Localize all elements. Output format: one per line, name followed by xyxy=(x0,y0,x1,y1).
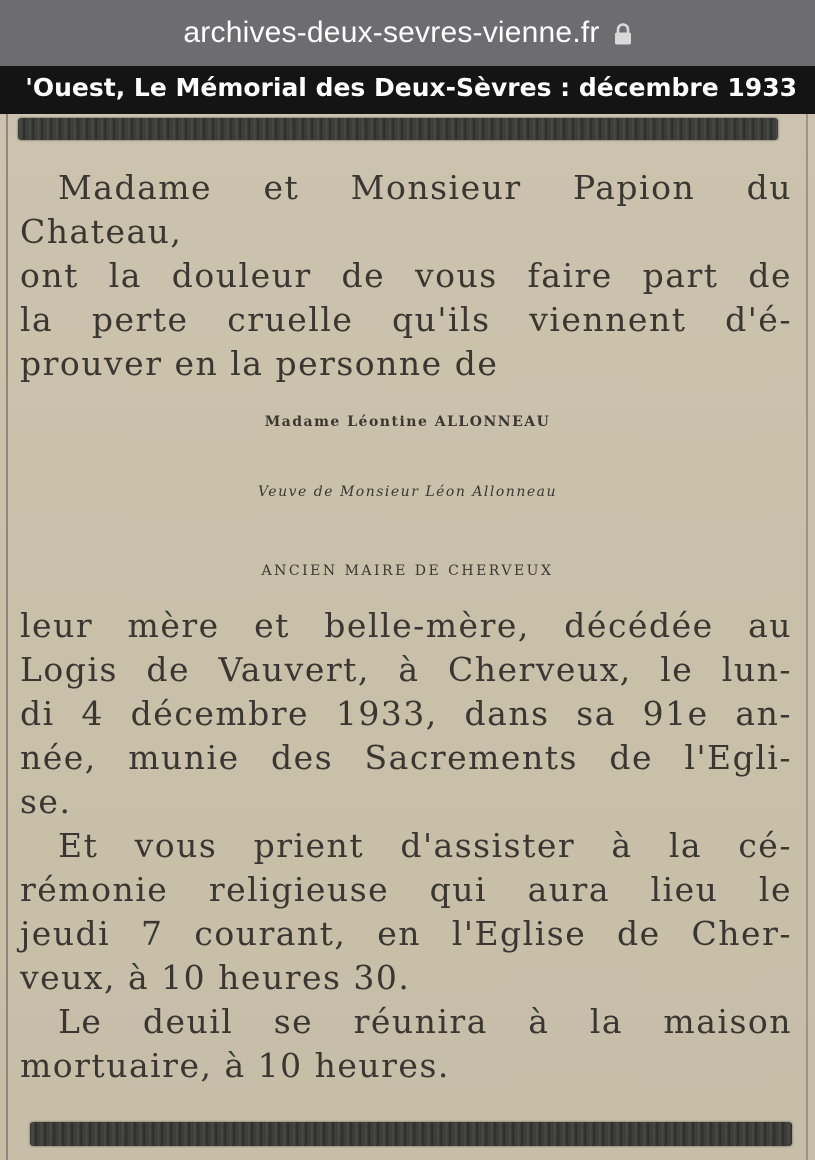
mourning-line: mortuaire, à 10 heures. xyxy=(20,1046,450,1085)
body-line: se. xyxy=(20,782,72,821)
document-title: 'Ouest, Le Mémorial des Deux-Sèvres : décembre 1933 xyxy=(25,73,797,102)
url-text[interactable]: archives-deux-sevres-vienne.fr xyxy=(183,16,600,49)
ceremony-line: jeudi 7 courant, en l'Eglise de Cher- xyxy=(20,914,792,953)
former-title: ANCIEN MAIRE DE CHERVEUX xyxy=(261,563,554,579)
browser-url-bar[interactable] xyxy=(0,0,815,66)
column-right-border xyxy=(806,114,808,1160)
intro-line: la perte cruelle qu'ils viennent d'é- xyxy=(20,300,792,339)
ceremony-line: rémonie religieuse qui aura lieu le xyxy=(20,870,792,909)
bottom-decorative-rule xyxy=(30,1122,792,1146)
intro-line: Madame et Monsieur Papion du xyxy=(58,168,792,207)
body-line: di 4 décembre 1933, dans sa 91e an- xyxy=(20,694,792,733)
document-title-bar xyxy=(0,66,815,114)
body-line: née, munie des Sacrements de l'Egli- xyxy=(20,738,792,777)
intro-line: Chateau, xyxy=(20,212,183,251)
intro-line: prouver en la personne de xyxy=(20,344,499,383)
body-line: leur mère et belle-mère, décédée au xyxy=(20,606,792,645)
column-left-border xyxy=(6,114,8,1160)
ceremony-line: Et vous prient d'assister à la cé- xyxy=(58,826,792,865)
top-decorative-rule xyxy=(18,118,778,140)
lock-icon xyxy=(614,23,632,45)
newspaper-clipping xyxy=(0,114,815,1160)
deceased-name: Madame Léontine ALLONNEAU xyxy=(264,414,551,430)
intro-paragraph xyxy=(20,166,792,386)
ceremony-line: veux, à 10 heures 30. xyxy=(20,958,411,997)
intro-line: ont la douleur de vous faire part de xyxy=(20,256,792,295)
mourning-line: Le deuil se réunira à la maison xyxy=(58,1002,792,1041)
body-line: Logis de Vauvert, à Cherveux, le lun- xyxy=(20,650,792,689)
body-paragraph xyxy=(20,604,792,1088)
widow-of-line: Veuve de Monsieur Léon Allonneau xyxy=(257,484,557,500)
